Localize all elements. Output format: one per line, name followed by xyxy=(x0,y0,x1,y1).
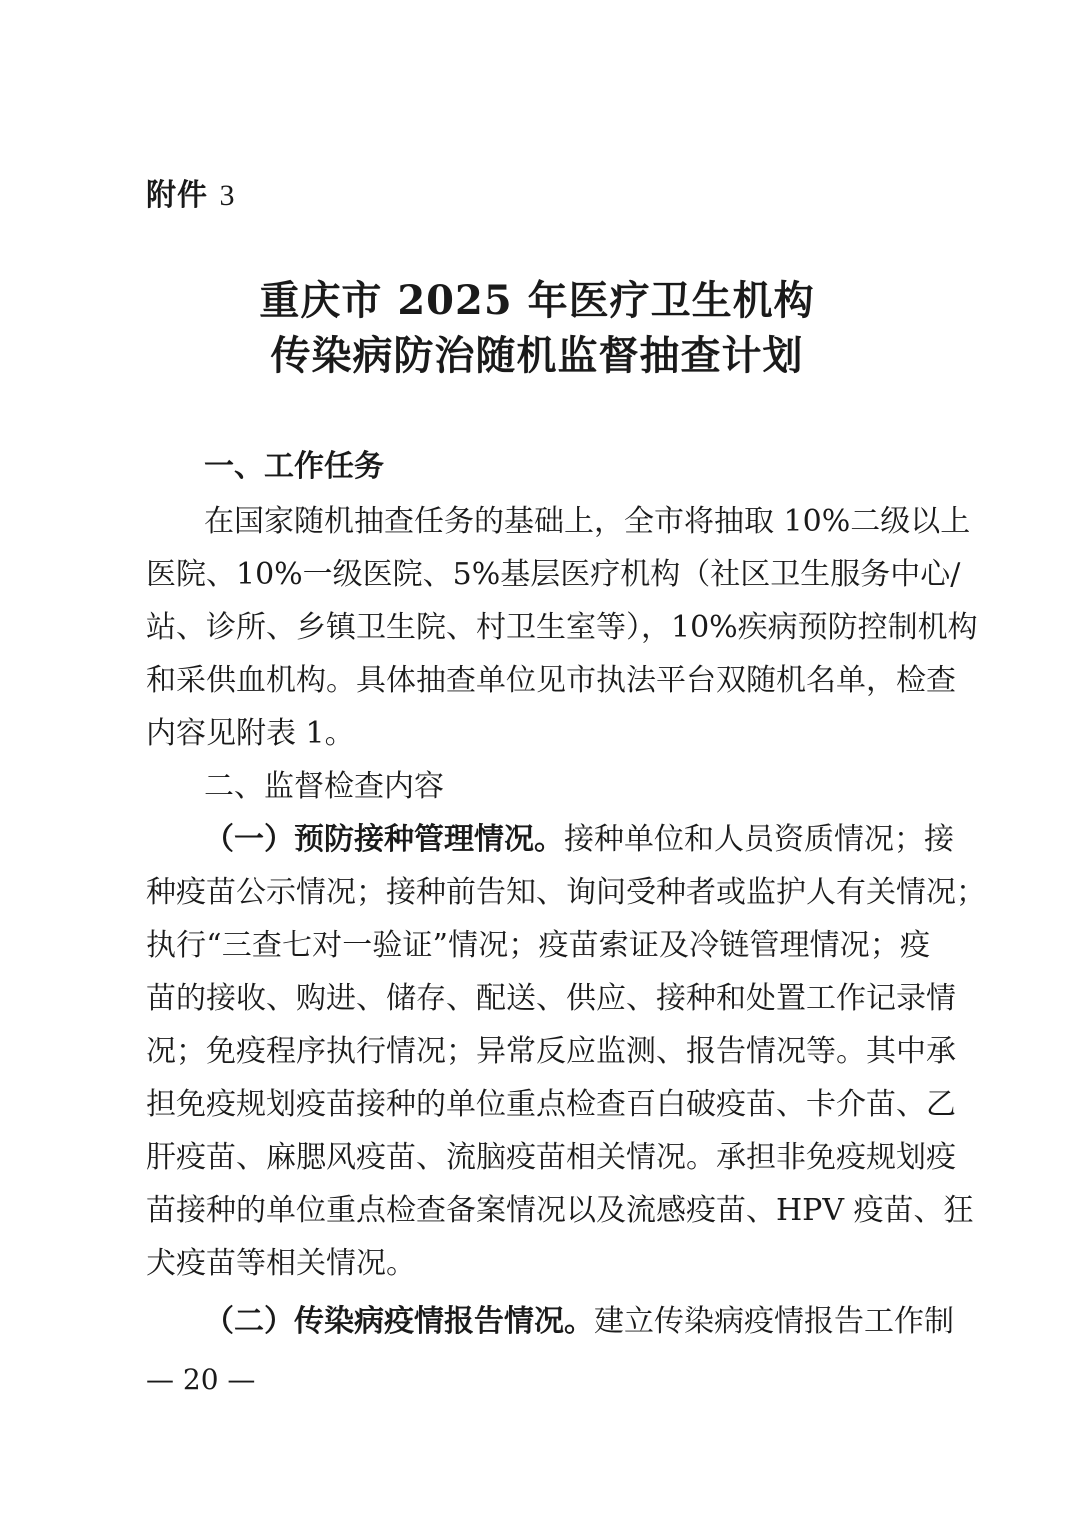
section-1-line-3: 站、诊所、乡镇卫生院、村卫生室等），10%疾病预防控制机构 xyxy=(146,610,978,645)
section-2-item-1-first-line xyxy=(204,820,954,860)
section-1-line-5: 内容见附表 1。 xyxy=(146,716,355,751)
section-2-item-1-line-7: 肝疫苗、麻腮风疫苗、流脑疫苗相关情况。承担非免疫规划疫 xyxy=(146,1140,956,1175)
section-2-item-1-line-2: 种疫苗公示情况；接种前告知、询问受种者或监护人有关情况； xyxy=(146,875,986,910)
section-2-item-1-line-4: 苗的接收、购进、储存、配送、供应、接种和处置工作记录情 xyxy=(146,981,956,1016)
document-title-line-1: 重庆市 2025 年医疗卫生机构 xyxy=(259,277,815,324)
attachment-number: 3 xyxy=(219,179,236,212)
section-2-item-1-line-9: 犬疫苗等相关情况。 xyxy=(146,1246,416,1281)
section-1-heading: 一、工作任务 xyxy=(204,449,384,484)
section-2-item-2-first-line xyxy=(204,1302,954,1342)
section-2-item-1-first-rest: 接种单位和人员资质情况；接 xyxy=(564,822,954,857)
section-1-line-1: 在国家随机抽查任务的基础上，全市将抽取 10%二级以上 xyxy=(204,504,971,539)
section-2-heading: 二、监督检查内容 xyxy=(204,769,444,804)
section-2-item-1-line-6: 担免疫规划疫苗接种的单位重点检查百白破疫苗、卡介苗、乙 xyxy=(146,1087,956,1122)
document-title-line-2: 传染病防治随机监督抽查计划 xyxy=(270,332,804,379)
section-2-item-1-line-8: 苗接种的单位重点检查备案情况以及流感疫苗、HPV 疫苗、狂 xyxy=(146,1193,974,1228)
attachment-label xyxy=(146,176,235,216)
section-2-item-1-line-5: 况；免疫程序执行情况；异常反应监测、报告情况等。其中承 xyxy=(146,1034,956,1069)
section-2-item-2-first-rest: 建立传染病疫情报告工作制 xyxy=(594,1304,954,1339)
section-1-line-4: 和采供血机构。具体抽查单位见市执法平台双随机名单，检查 xyxy=(146,663,956,698)
section-2-item-2-lead: （二）传染病疫情报告情况。 xyxy=(204,1304,594,1339)
section-2-item-1-lead: （一）预防接种管理情况。 xyxy=(204,822,564,857)
section-2-item-1-line-3: 执行“三查七对一验证”情况；疫苗索证及冷链管理情况；疫 xyxy=(146,928,930,963)
page-number: — 20 — xyxy=(146,1363,256,1396)
attachment-label-text: 附件 xyxy=(146,178,208,213)
section-1-line-2: 医院、10%一级医院、5%基层医疗机构（社区卫生服务中心/ xyxy=(146,557,961,592)
